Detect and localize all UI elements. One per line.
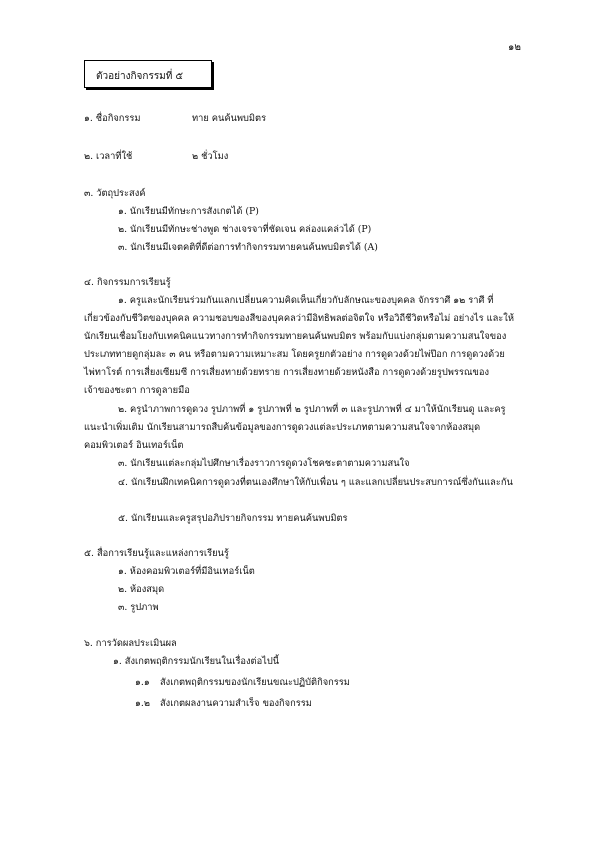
media-item: ๑. ห้องคอมพิวเตอร์ที่มีอินเทอร์เน็ต — [118, 566, 255, 577]
objective-item: ๒. นักเรียนมีทักษะช่างพูด ช่างเจรจาที่ชัดเจน คล่องแคล่วได้ (P) — [118, 224, 372, 235]
activity-title-box — [84, 60, 212, 88]
evaluation-sub: ๑. สังเกตพฤติกรรมนักเรียนในเรื่องต่อไปนี้ — [113, 656, 280, 667]
evaluation-heading: ๖. การวัดผลประเมินผล — [84, 638, 177, 649]
activity-step-2-text: ๒. ครูนำภาพการดูดวง รูปภาพที่ ๑ รูปภาพที่ ๒ รูปภาพที่ ๓ และรูปภาพที่ ๔ มาให้นักเรียนดู และครูแนะนำเพิ่มเติม นักเรียนสามารถสืบค้นข้อมูลของการดูดวงแต่ละประเภทตามความสนใจจากห้องสมุดคอมพิวเตอร์ อินเทอร์เน็ต — [84, 404, 506, 451]
activity-step-4 — [84, 474, 514, 492]
page-number: ๑๒ — [508, 42, 521, 53]
activity-step-4-text: ๔. นักเรียนฝึกเทคนิคการดูดวงที่ตนเองศึกษาให้กับเพื่อน ๆ และแลกเปลี่ยนประสบการณ์ซึ่งกันและกัน — [118, 477, 513, 488]
duration-value: ๒ ชั่วโมง — [192, 151, 229, 162]
evaluation-item-num: ๑.๑ — [135, 677, 150, 688]
activity-name-value: ทาย คนค้นพบมิตร — [192, 113, 267, 124]
objective-item: ๓. นักเรียนมีเจตคติที่ดีต่อการทำกิจกรรมทายคนค้นพบมิตรได้ (A) — [118, 242, 378, 253]
evaluation-item-text: สังเกตพฤติกรรมของนักเรียนขณะปฏิบัติกิจกรรม — [160, 677, 350, 688]
activity-title: ตัวอย่างกิจกรรมที่ ๕ — [96, 71, 184, 82]
objectives-heading: ๓. วัตถุประสงค์ — [84, 188, 146, 199]
activity-step-1-text: ๑. ครูและนักเรียนร่วมกันแลกเปลี่ยนความคิดเห็นเกี่ยวกับลักษณะของบุคคล จักรราศี ๑๒ ราศี ที่เกี่ยวข้องกับชีวิตของบุคคล ความชอบของสีของบุคคลว่ามีอิทธิพลต่อจิตใจ หรือวิถีชีวิตหรือไม่ อย่างไร และให้นักเรียนเชื่อมโยงกับเทคนิคแนวทางการทำกิจกรรมทายคนค้นพบมิตร พร้อมกับแบ่งกลุ่มตามความสนใจของประเภททายดูกลุ่มละ ๓ คน หรือตามความเหมาะสม โดยครูยกตัวอย่าง การดูดวงด้วยไพ่ป๊อก การดูดวงด้วยไพ่ทาโรต์ การเสี่ยงเซียมซี การเสี่ยงทายด้วยทราย การเสี่ยงทายด้วยหนังสือ การดูดวงด้วยรูปพรรณของเจ้าของชะตา การดูลายมือ — [84, 295, 514, 396]
activity-step-3: ๓. นักเรียนแต่ละกลุ่มไปศึกษาเรื่องราวการดูดวงโชคชะตาตามความสนใจ — [118, 458, 410, 469]
evaluation-item-text: สังเกตผลงานความสำเร็จ ของกิจกรรม — [160, 698, 312, 709]
activity-step-2 — [84, 401, 514, 455]
media-item: ๒. ห้องสมุด — [118, 584, 165, 595]
activity-step-1 — [84, 292, 514, 400]
media-heading: ๕. สื่อการเรียนรู้และแหล่งการเรียนรู้ — [84, 548, 229, 559]
duration-label: ๒. เวลาที่ใช้ — [84, 151, 133, 162]
activity-name-label: ๑. ชื่อกิจกรรม — [84, 113, 141, 124]
media-item: ๓. รูปภาพ — [118, 602, 159, 613]
objective-item: ๑. นักเรียนมีทักษะการสังเกตได้ (P) — [118, 206, 259, 217]
activities-heading: ๔. กิจกรรมการเรียนรู้ — [84, 277, 171, 288]
evaluation-item-num: ๑.๒ — [135, 698, 150, 709]
activity-step-5: ๕. นักเรียนและครูสรุปอภิปรายกิจกรรม ทายคนค้นพบมิตร — [118, 513, 348, 524]
